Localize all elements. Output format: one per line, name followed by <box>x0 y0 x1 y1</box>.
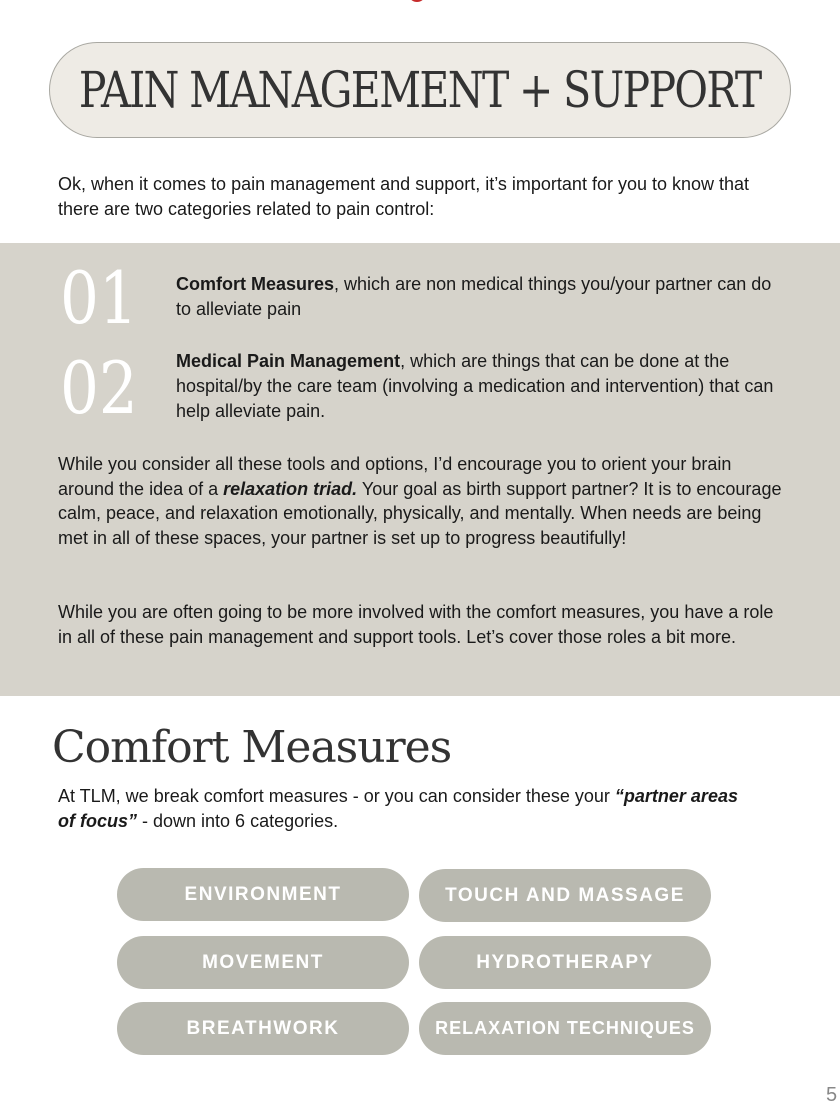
relaxation-paragraph <box>58 452 788 550</box>
category-environment[interactable]: ENVIRONMENT <box>117 868 409 921</box>
item-title: Comfort Measures <box>176 274 335 294</box>
item-title: Medical Pain Management <box>176 351 401 371</box>
item-text: , which are non medical things you/your partner can do to alleviate pain <box>176 274 772 319</box>
category-touch-massage[interactable]: TOUCH AND MASSAGE <box>419 869 711 922</box>
text: At TLM, we break comfort measures - or you can consider these your <box>58 786 615 806</box>
intro-text: Ok, when it comes to pain management and support, it’s important for you to know that there are two categories related to pain control: <box>58 174 750 219</box>
roles-paragraph: While you are often going to be more involved with the comfort measures, you have a role in all of these pain management and support tools. Let’s cover those roles a bit more. <box>58 602 774 647</box>
category-movement[interactable]: MOVEMENT <box>117 936 409 989</box>
item-text: , which are things that can be done at the hospital/by the care team (involving a medication and intervention) that can help alleviate pain. <box>176 351 774 421</box>
list-item <box>176 272 776 322</box>
list-item <box>176 349 776 424</box>
number-01: 01 <box>60 256 138 340</box>
text: Your goal as birth support partner? It is to encourage calm, peace, and relaxation emotionally, physically, and mentally. When needs are being met in all of these spaces, your partner is set up to progress beautifully! <box>58 478 782 548</box>
page-number: 5 <box>826 1084 838 1106</box>
text: - down into 6 categories. <box>137 810 339 831</box>
emphasis: “partner areas of focus” <box>58 786 738 831</box>
text: While you consider all these tools and options, I’d encourage you to orient your brain around the idea of a <box>58 454 732 499</box>
category-hydrotherapy[interactable]: HYDROTHERAPY <box>419 936 711 989</box>
emphasis: relaxation triad. <box>223 478 358 499</box>
category-relaxation-techniques[interactable]: RELAXATION TECHNIQUES <box>419 1002 711 1055</box>
section-heading: Comfort Measures <box>52 722 452 773</box>
page-title: PAIN MANAGEMENT + SUPPORT <box>79 61 761 119</box>
decorative-dot <box>410 0 424 2</box>
page-title-banner <box>49 42 791 138</box>
number-02: 02 <box>60 346 138 430</box>
comfort-intro <box>58 784 758 833</box>
category-breathwork[interactable]: BREATHWORK <box>117 1002 409 1055</box>
